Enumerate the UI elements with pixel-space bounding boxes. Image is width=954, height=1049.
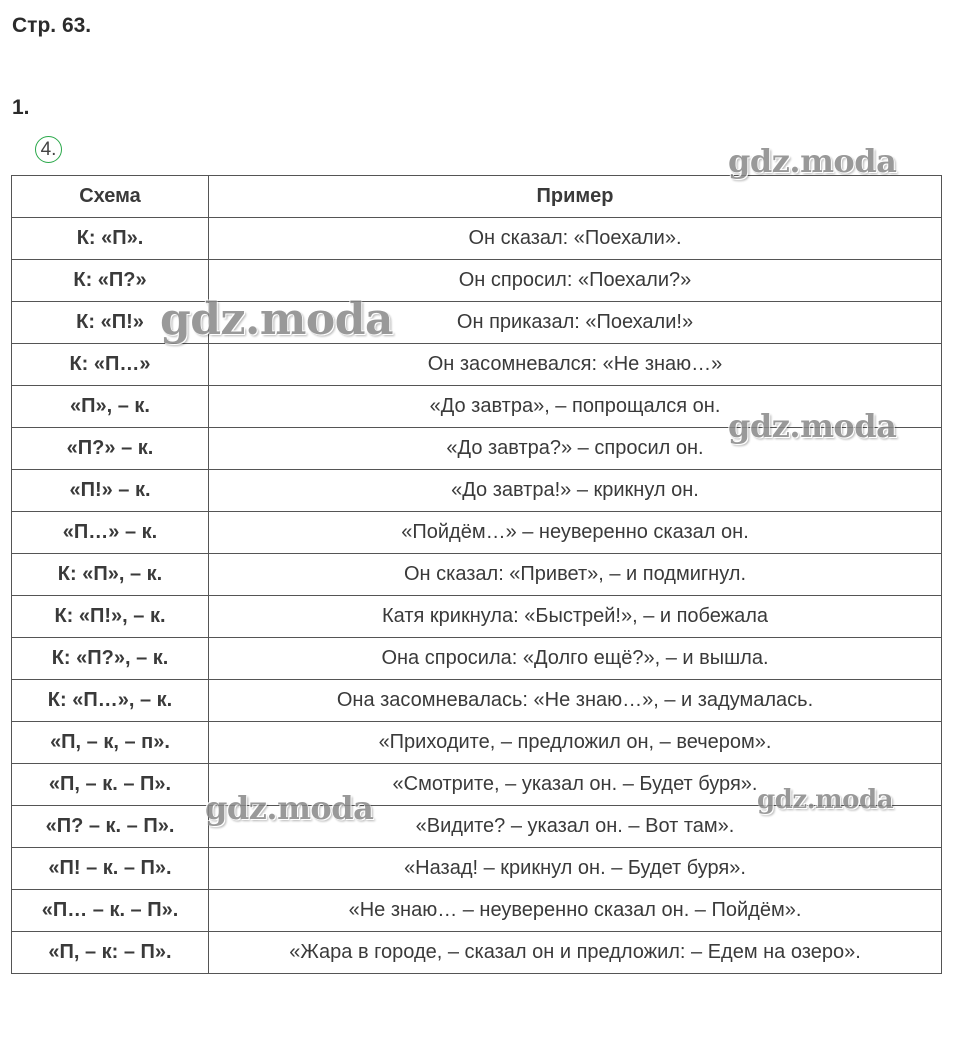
header-example: Пример [209, 176, 942, 218]
scheme-cell: «П? – к. – П». [12, 806, 209, 848]
scheme-cell: «П?» – к. [12, 428, 209, 470]
table-row [12, 680, 942, 722]
scheme-cell: К: «П!» [12, 302, 209, 344]
table-row [12, 302, 942, 344]
example-cell: «До завтра», – попрощался он. [209, 386, 942, 428]
scheme-cell: К: «П…», – к. [12, 680, 209, 722]
watermark: gdz.moda [205, 789, 374, 827]
variant-number: 4. [35, 136, 62, 163]
scheme-cell: К: «П?», – к. [12, 638, 209, 680]
scheme-cell: «П», – к. [12, 386, 209, 428]
example-cell: Он приказал: «Поехали!» [209, 302, 942, 344]
example-cell: «До завтра?» – спросил он. [209, 428, 942, 470]
scheme-cell: К: «П?» [12, 260, 209, 302]
scheme-cell: «П…» – к. [12, 512, 209, 554]
table-row [12, 470, 942, 512]
example-cell: Катя крикнула: «Быстрей!», – и побежала [209, 596, 942, 638]
example-cell: «Смотрите, – указал он. – Будет буря». [209, 764, 942, 806]
scheme-table [11, 175, 942, 974]
table-body [12, 218, 942, 974]
example-cell: «Не знаю… – неуверенно сказал он. – Пойдём». [209, 890, 942, 932]
table-row [12, 890, 942, 932]
table-row [12, 344, 942, 386]
table-header [12, 176, 942, 218]
watermark: gdz.moda [728, 407, 897, 445]
table-row [12, 386, 942, 428]
example-cell: «Пойдём…» – неуверенно сказал он. [209, 512, 942, 554]
table-row [12, 554, 942, 596]
example-cell: «Назад! – крикнул он. – Будет буря». [209, 848, 942, 890]
table-row [12, 428, 942, 470]
example-cell: Она засомневалась: «Не знаю…», – и задумалась. [209, 680, 942, 722]
table-row [12, 638, 942, 680]
scheme-cell: «П, – к. – П». [12, 764, 209, 806]
watermark: gdz.moda [728, 142, 897, 180]
example-cell: «Видите? – указал он. – Вот там». [209, 806, 942, 848]
table-row [12, 764, 942, 806]
scheme-cell: «П… – к. – П». [12, 890, 209, 932]
example-cell: Она спросила: «Долго ещё?», – и вышла. [209, 638, 942, 680]
scheme-cell: К: «П…» [12, 344, 209, 386]
table-row [12, 848, 942, 890]
scheme-cell: «П, – к, – п». [12, 722, 209, 764]
table-row [12, 932, 942, 974]
table-row [12, 260, 942, 302]
scheme-cell: К: «П». [12, 218, 209, 260]
header-row [12, 176, 942, 218]
scheme-cell: К: «П», – к. [12, 554, 209, 596]
table-row [12, 218, 942, 260]
example-cell: Он сказал: «Привет», – и подмигнул. [209, 554, 942, 596]
example-cell: Он сказал: «Поехали». [209, 218, 942, 260]
table-row [12, 596, 942, 638]
table-row [12, 806, 942, 848]
watermark: gdz.moda [160, 294, 394, 345]
watermark: gdz.moda [757, 785, 894, 815]
page-label: Стр. 63. [12, 14, 92, 37]
task-number: 1. [12, 96, 30, 119]
scheme-cell: «П, – к: – П». [12, 932, 209, 974]
table-row [12, 722, 942, 764]
scheme-cell: К: «П!», – к. [12, 596, 209, 638]
scheme-cell: «П!» – к. [12, 470, 209, 512]
example-cell: «Жара в городе, – сказал он и предложил: – Едем на озеро». [209, 932, 942, 974]
example-cell: Он засомневался: «Не знаю…» [209, 344, 942, 386]
example-cell: Он спросил: «Поехали?» [209, 260, 942, 302]
example-cell: «До завтра!» – крикнул он. [209, 470, 942, 512]
example-cell: «Приходите, – предложил он, – вечером». [209, 722, 942, 764]
header-scheme: Схема [12, 176, 209, 218]
scheme-cell: «П! – к. – П». [12, 848, 209, 890]
table-row [12, 512, 942, 554]
